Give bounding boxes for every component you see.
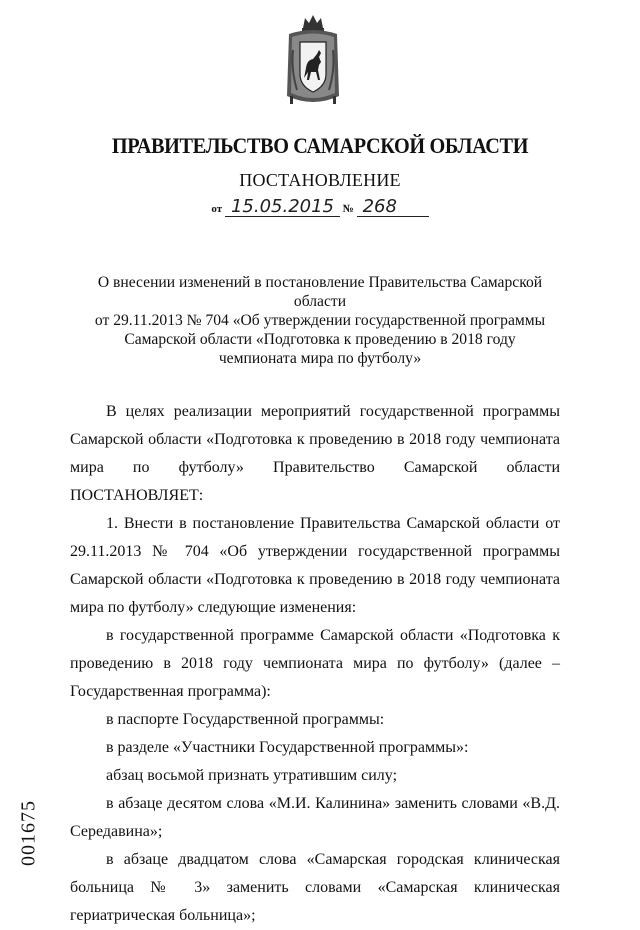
body-paragraph: в абзаце двадцатом слова «Самарская городская клиническая больница № 3» заменить словами «Самарская клиническая гериатрическая больница»; [70, 851, 560, 924]
body-paragraph: в разделе «Участники Государственной программы»: [106, 739, 469, 756]
registration-number-stamp [16, 797, 42, 869]
government-title: ПРАВИТЕЛЬСТВО САМАРСКОЙ ОБЛАСТИ [111, 133, 529, 158]
subject-line: чемпионата мира по футболу» [218, 350, 422, 367]
body-paragraph: В целях реализации мероприятий государственной программы Самарской области «Подготовка к проведению в 2018 году чемпионата мира по футболу» Правительство Самарской области ПОСТАНОВЛЯЕТ: [70, 403, 560, 504]
subject-line: О внесении изменений в постановление Правительства Самарской области [97, 274, 543, 310]
body-paragraph: 1. Внести в постановление Правительства Самарской области от 29.11.2013 № 704 «Об утверждении государственной программы Самарской области «Подготовка к проведению в 2018 году чемпионата мира по футболу» следующие изменения: [70, 515, 560, 616]
body-paragraph: в государственной программе Самарской области «Подготовка к проведению в 2018 году чемпионата мира по футболу» (далее – Государственная программа): [70, 627, 560, 700]
document-type: ПОСТАНОВЛЕНИЕ [239, 170, 401, 190]
date-label: от [211, 203, 223, 215]
body-paragraph: абзац восьмой признать утратившим силу; [106, 767, 398, 784]
date-number-line [0, 198, 640, 224]
number-value: 268 [357, 198, 429, 217]
subject-line: от 29.11.2013 № 704 «Об утверждении государственной программы [94, 312, 546, 329]
resolution-body [70, 398, 560, 930]
subject-line: Самарской области «Подготовка к проведению в 2018 году [124, 331, 516, 348]
date-value: 15.05.2015 [225, 198, 340, 217]
coat-of-arms-emblem [283, 10, 343, 110]
number-label: № [342, 203, 354, 215]
body-paragraph: в абзаце десятом слова «М.И. Калинина» заменить словами «В.Д. Середавина»; [70, 795, 560, 840]
registration-number: 001675 [17, 800, 40, 866]
resolution-subject [70, 273, 570, 368]
body-paragraph: в паспорте Государственной программы: [106, 711, 385, 728]
